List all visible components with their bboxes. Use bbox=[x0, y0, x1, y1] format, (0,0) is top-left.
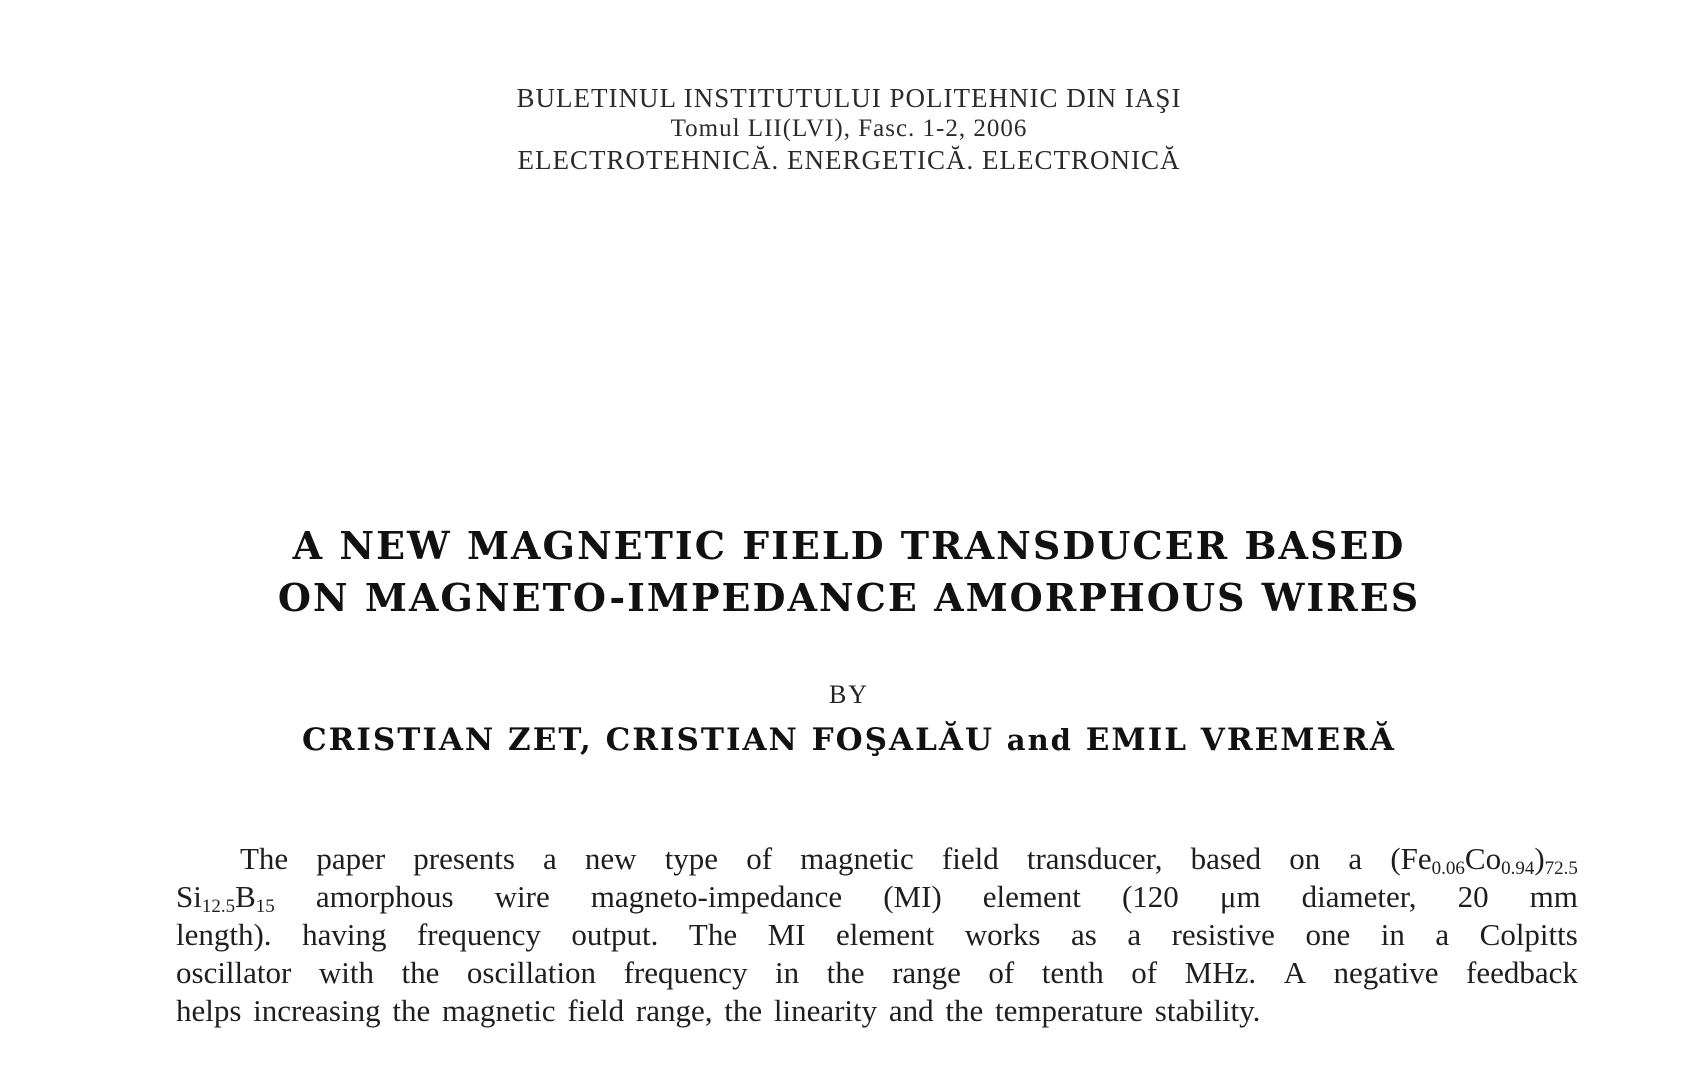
word: a bbox=[1435, 917, 1450, 952]
word: oscillator bbox=[176, 955, 292, 990]
word: of bbox=[1131, 955, 1158, 990]
word: tenth bbox=[1041, 955, 1104, 990]
abstract-line-2 bbox=[176, 878, 1578, 916]
abstract bbox=[176, 840, 1578, 1030]
word: element bbox=[836, 917, 935, 952]
title-line-2: ON MAGNETO-IMPEDANCE AMORPHOUS WIRES bbox=[277, 575, 1421, 620]
formula-fe: (Fe bbox=[1390, 841, 1432, 876]
word: The bbox=[688, 917, 738, 952]
journal-section: ELECTROTEHNICĂ. ENERGETICĂ. ELECTRONICĂ bbox=[517, 145, 1181, 175]
word: works bbox=[964, 917, 1041, 952]
abstract-line-5: helps increasing the magnetic field range, the linearity and the temperature stability. bbox=[176, 993, 1261, 1028]
word: range bbox=[892, 955, 961, 990]
word: feedback bbox=[1466, 955, 1578, 990]
word: on bbox=[1289, 841, 1321, 876]
word: transducer, bbox=[1026, 841, 1163, 876]
formula-co: Co bbox=[1464, 841, 1502, 876]
word: the bbox=[401, 955, 440, 990]
authors bbox=[0, 722, 1698, 758]
word: field bbox=[941, 841, 999, 876]
word: μm bbox=[1219, 879, 1261, 914]
word: in bbox=[775, 955, 800, 990]
word: type bbox=[664, 841, 719, 876]
word: with bbox=[318, 955, 374, 990]
journal-header bbox=[0, 82, 1698, 176]
word: a bbox=[1127, 917, 1142, 952]
abstract-line-4 bbox=[176, 954, 1578, 992]
word: output. bbox=[571, 917, 659, 952]
title-line-1: A NEW MAGNETIC FIELD TRANSDUCER BASED bbox=[292, 523, 1406, 568]
word: a bbox=[1348, 841, 1363, 876]
word: 20 bbox=[1457, 879, 1489, 914]
word: magneto-impedance bbox=[590, 879, 843, 914]
word: one bbox=[1305, 917, 1351, 952]
word: resistive bbox=[1171, 917, 1275, 952]
word: frequency bbox=[416, 917, 541, 952]
word: having bbox=[302, 917, 387, 952]
word: wire bbox=[494, 879, 550, 914]
word: oscillation bbox=[466, 955, 597, 990]
word: as bbox=[1070, 917, 1097, 952]
word: in bbox=[1380, 917, 1405, 952]
author-2: CRISTIAN FOŞALĂU bbox=[605, 722, 994, 758]
word: A bbox=[1283, 955, 1306, 990]
word: mm bbox=[1529, 879, 1578, 914]
alloy-formula-cont bbox=[176, 878, 275, 916]
word: The bbox=[240, 841, 289, 876]
word: presents bbox=[413, 841, 515, 876]
formula-close: ) bbox=[1534, 841, 1545, 876]
authors-conjunction: and bbox=[1006, 723, 1073, 757]
journal-volume: Tomul LII(LVI), Fasc. 1-2, 2006 bbox=[670, 115, 1028, 142]
word: paper bbox=[316, 841, 386, 876]
word: a bbox=[543, 841, 557, 876]
word: the bbox=[826, 955, 865, 990]
abstract-line-1 bbox=[176, 840, 1578, 878]
alloy-formula bbox=[1390, 840, 1578, 878]
word: element bbox=[982, 879, 1081, 914]
word: Colpitts bbox=[1479, 917, 1578, 952]
word: magnetic bbox=[800, 841, 914, 876]
paper-title bbox=[0, 520, 1698, 624]
word: MI bbox=[767, 917, 806, 952]
formula-si: Si bbox=[176, 879, 202, 914]
abstract-line-3 bbox=[176, 916, 1578, 954]
word: MHz. bbox=[1184, 955, 1257, 990]
word: length). bbox=[176, 917, 272, 952]
by-label: BY bbox=[828, 680, 870, 709]
word: based bbox=[1190, 841, 1262, 876]
word: of bbox=[746, 841, 773, 876]
formula-sub-total: 72.5 bbox=[1544, 858, 1578, 879]
formula-sub-fe: 0.06 bbox=[1431, 858, 1465, 879]
word: new bbox=[584, 841, 637, 876]
word: negative bbox=[1333, 955, 1439, 990]
word: (MI) bbox=[883, 879, 942, 914]
formula-sub-si: 12.5 bbox=[201, 896, 236, 917]
word: of bbox=[988, 955, 1015, 990]
word: diameter, bbox=[1301, 879, 1417, 914]
formula-b: B bbox=[235, 879, 256, 914]
author-1: CRISTIAN ZET, bbox=[301, 722, 593, 758]
formula-sub-b: 15 bbox=[255, 896, 275, 917]
word: (120 bbox=[1121, 879, 1179, 914]
author-3: EMIL VREMERĂ bbox=[1085, 722, 1396, 758]
word: frequency bbox=[623, 955, 748, 990]
journal-name: BULETINUL INSTITUTULUI POLITEHNIC DIN IAŞI bbox=[516, 83, 1182, 113]
word: amorphous bbox=[315, 879, 454, 914]
formula-sub-co: 0.94 bbox=[1501, 858, 1535, 879]
